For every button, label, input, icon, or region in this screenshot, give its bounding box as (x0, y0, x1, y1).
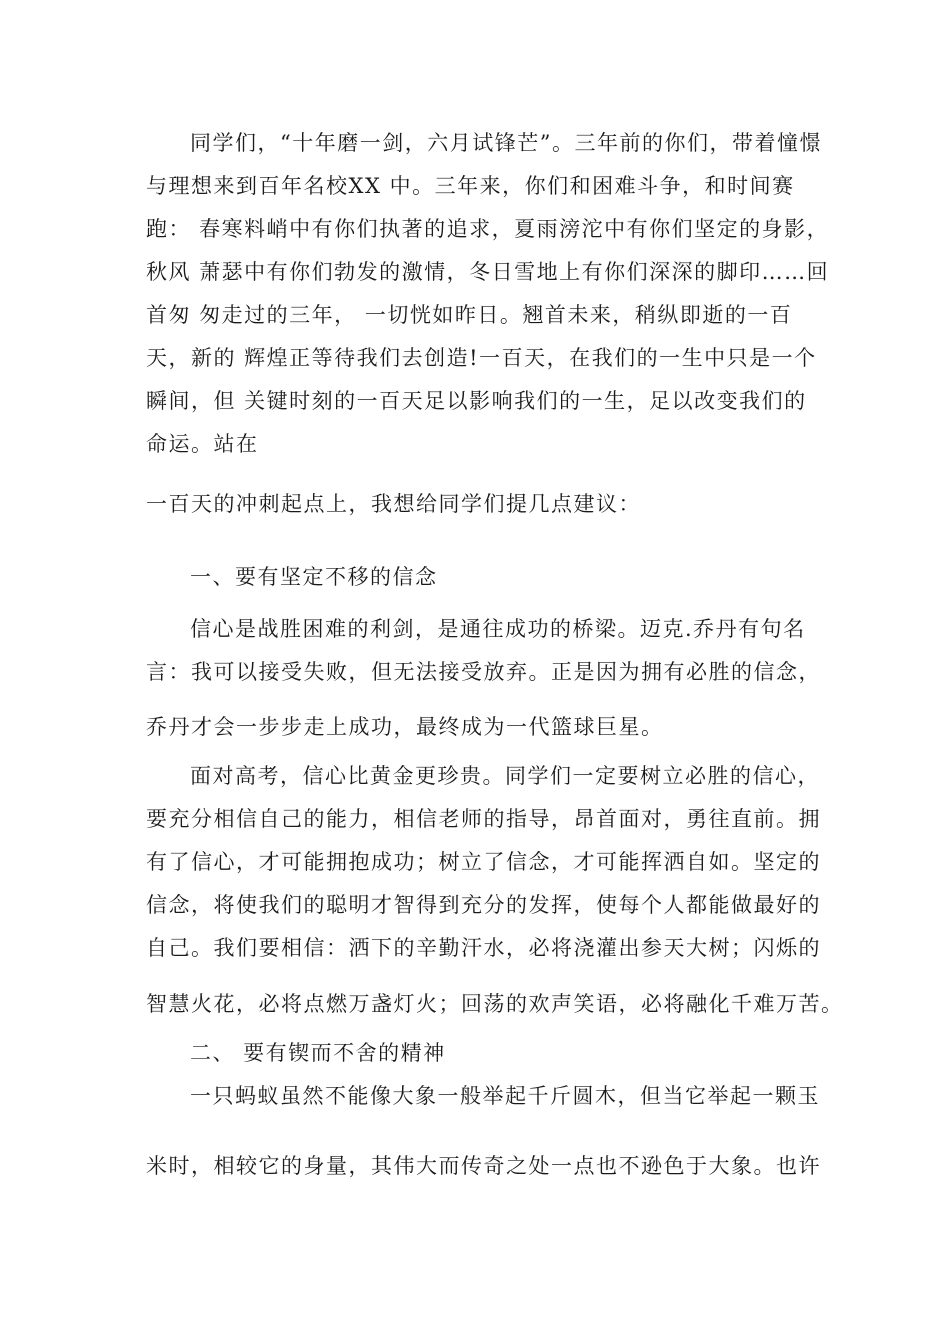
paragraph-line: 瞬间，但 关键时刻的一百天足以影响我们的一生，足以改变我们的 (146, 389, 807, 413)
paragraph-line: 有了信心，才可能拥抱成功；树立了信念，才可能挥洒自如。坚定的 (146, 850, 821, 874)
paragraph-line: 跑： 春寒料峭中有你们执著的追求，夏雨滂沱中有你们坚定的身影， (146, 217, 830, 241)
paragraph-line: 秋风 萧瑟中有你们勃发的激情，冬日雪地上有你们深深的脚印……回 (146, 260, 830, 284)
paragraph-line: 米时，相较它的身量，其伟大而传奇之处一点也不逊色于大象。也许 (146, 1154, 821, 1178)
paragraph-line: 信念，将使我们的聪明才智得到充分的发挥，使每个人都能做最好的 (146, 893, 821, 917)
section-heading: 一、要有坚定不移的信念 (190, 565, 438, 589)
paragraph-line: 同学们，“十年磨一剑，六月试锋芒”。三年前的你们，带着憧憬 (190, 131, 822, 155)
paragraph-line: 命运。站在 (146, 432, 259, 456)
paragraph-line: 天，新的 辉煌正等待我们去创造!一百天，在我们的一生中只是一个 (146, 346, 817, 370)
paragraph-line: 要充分相信自己的能力，相信老师的指导，昂首面对，勇往直前。拥 (146, 807, 821, 831)
paragraph-line: 首匆 匆走过的三年， 一切恍如昨日。翘首未来，稍纵即逝的一百 (146, 303, 793, 327)
paragraph-line: 与理想来到百年名校XX 中。三年来，你们和困难斗争，和时间赛 (146, 174, 795, 198)
paragraph-line: 乔丹才会一步步走上成功，最终成为一代篮球巨星。 (146, 715, 664, 739)
paragraph-line: 自己。我们要相信：洒下的辛勤汗水，必将浇灌出参天大树；闪烁的 (146, 936, 821, 960)
paragraph-line: 一百天的冲刺起点上，我想给同学们提几点建议： (146, 492, 641, 516)
paragraph-line: 智慧火花，必将点燃万盏灯火；回荡的欢声笑语，必将融化千难万苦。 (146, 992, 844, 1016)
paragraph-line: 面对高考，信心比黄金更珍贵。同学们一定要树立必胜的信心， (190, 764, 820, 788)
paragraph-line: 言：我可以接受失败，但无法接受放弃。正是因为拥有必胜的信念， (146, 660, 821, 684)
section-heading: 二、 要有锲而不舍的精神 (190, 1041, 446, 1065)
paragraph-line: 信心是战胜困难的利剑，是通往成功的桥梁。迈克.乔丹有句名 (190, 617, 806, 641)
paragraph-line: 一只蚂蚁虽然不能像大象一般举起千斤圆木，但当它举起一颗玉 (190, 1084, 820, 1108)
